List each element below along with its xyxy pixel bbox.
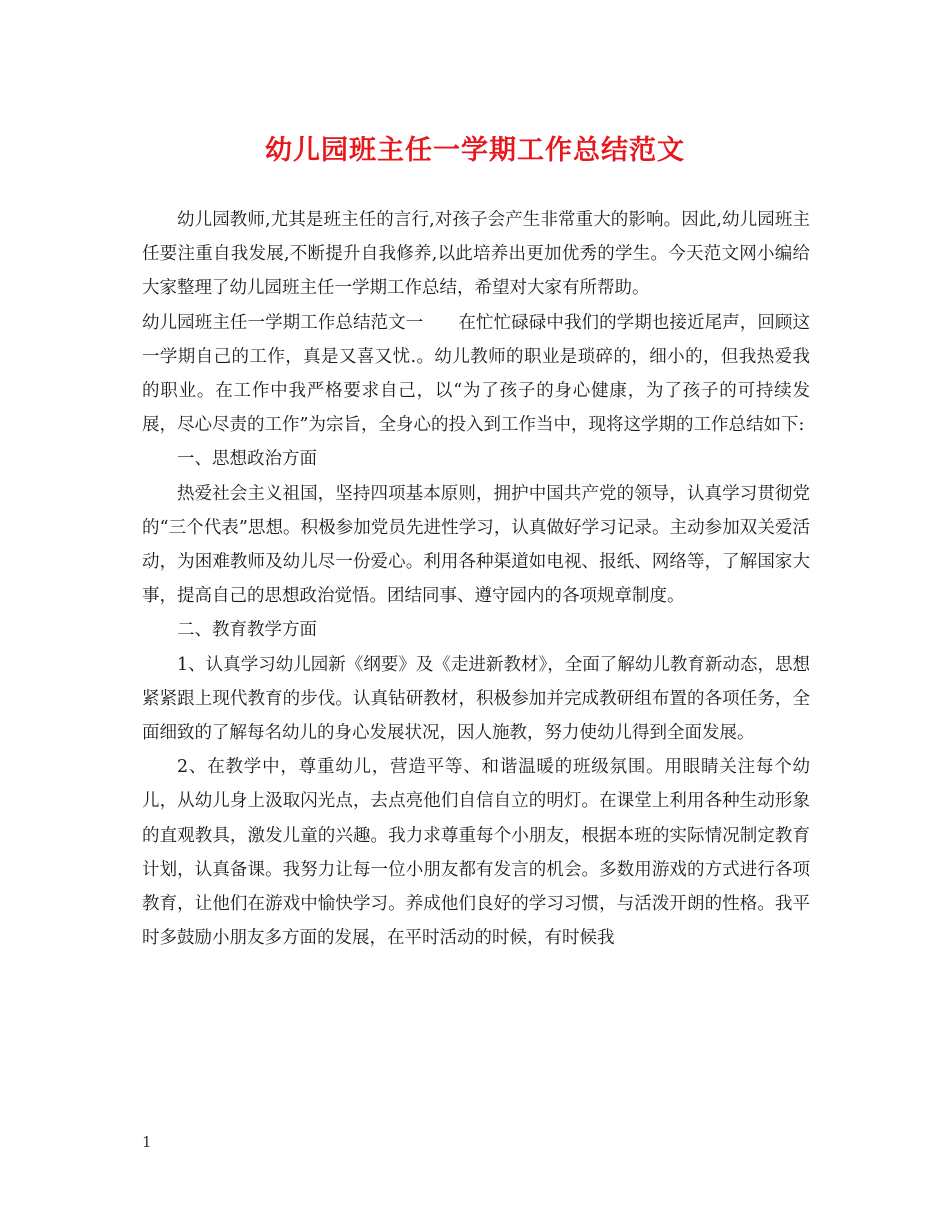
page-number: 1 [142, 1133, 152, 1151]
document-title: 幼儿园班主任一学期工作总结范文 [265, 135, 685, 166]
section-heading-teaching: 二、教育教学方面 [177, 620, 317, 641]
paragraph-teaching-1: 1、认真学习幼儿园新《纲要》及《走进新教材》，全面了解幼儿教育新动态，思想紧紧跟上现代教育的步伐。认真钻研教材，积极参加并完成教研组布置的各项任务，全面细致的了解每名幼儿的身心发展状况，因人施教，努力使幼儿得到全面发展。 [142, 654, 810, 744]
section-heading-political: 一、思想政治方面 [177, 449, 317, 470]
paragraph-teaching-2: 2、在教学中，尊重幼儿，营造平等、和谐温暖的班级氛围。用眼睛关注每个幼儿，从幼儿身上汲取闪光点，去点亮他们自信自立的明灯。在课堂上利用各种生动形象的直观教具，激发儿童的兴趣。我力求尊重每个小朋友，根据本班的实际情况制定教育计划，认真备课。我努力让每一位小朋友都有发言的机会。多数用游戏的方式进行各项教育，让他们在游戏中愉快学习。养成他们良好的学习习惯，与活泼开朗的性格。我平时多鼓励小朋友多方面的发展，在平时活动的时候，有时候我 [142, 757, 810, 949]
paragraph-sample-one: 幼儿园班主任一学期工作总结范文一 在忙忙碌碌中我们的学期也接近尾声，回顾这一学期自己的工作，真是又喜又忧.。幼儿教师的职业是琐碎的，细小的，但我热爱我的职业。在工作中我严格要求自己，以“为了孩子的身心健康，为了孩子的可持续发展，尽心尽责的工作”为宗旨，全身心的投入到工作当中，现将这学期的工作总结如下: [142, 312, 810, 436]
paragraph-intro: 幼儿园教师,尤其是班主任的言行,对孩子会产生非常重大的影响。因此,幼儿园班主任要注重自我发展,不断提升自我修养,以此培养出更加优秀的学生。今天范文网小编给大家整理了幼儿园班主任一学期工作总结，希望对大家有所帮助。 [142, 210, 810, 299]
document-body [142, 203, 810, 955]
paragraph-political: 热爱社会主义祖国，坚持四项基本原则，拥护中国共产党的领导，认真学习贯彻党的“三个代表”思想。积极参加党员先进性学习，认真做好学习记录。主动参加双关爱活动，为困难教师及幼儿尽一份爱心。利用各种渠道如电视、报纸、网络等，了解国家大事，提高自己的思想政治觉悟。团结同事、遵守园内的各项规章制度。 [142, 483, 810, 607]
